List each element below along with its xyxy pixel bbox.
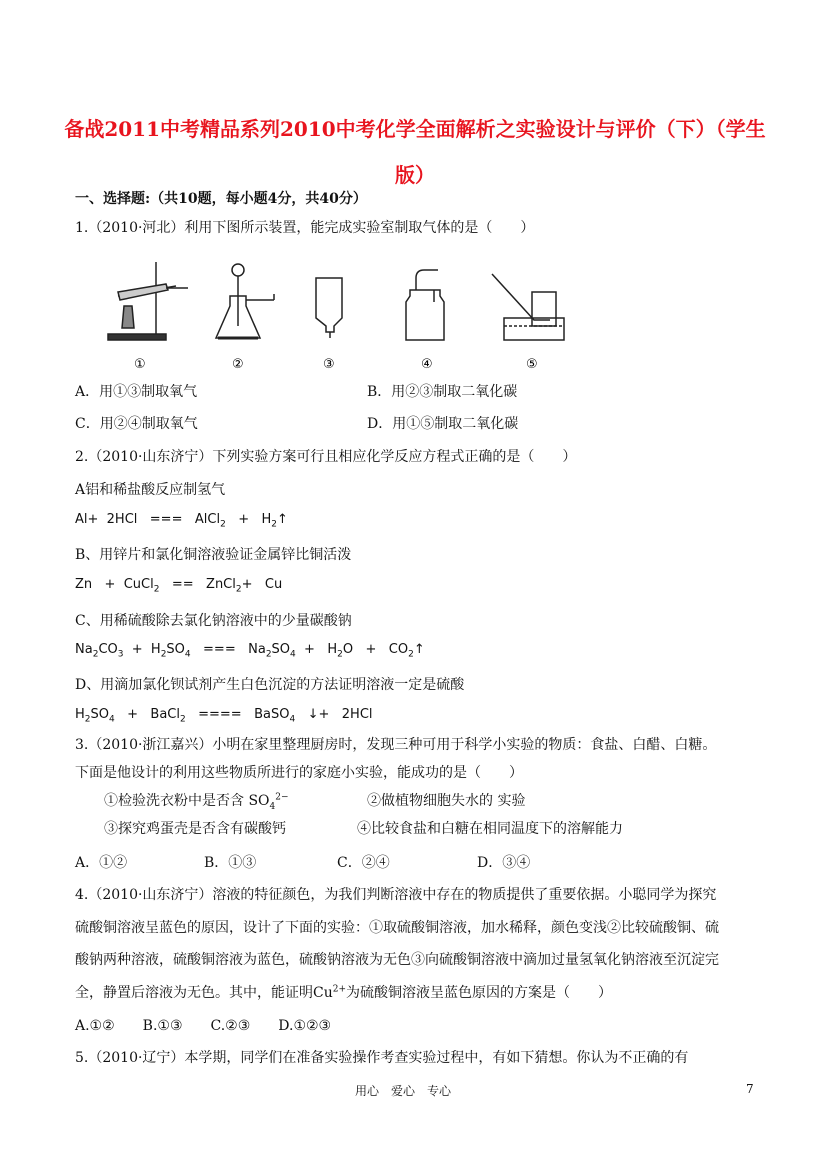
q1-stem: 1.（2010·河北）利用下图所示装置，能完成实验室制取气体的是（ ） [75, 220, 535, 236]
q3-option-a: A．①② [75, 855, 128, 871]
q3-option-b: B．①③ [204, 855, 257, 871]
apparatus-5-icon [492, 274, 564, 340]
q5-stem: 5.（2010·辽宁）本学期，同学们在准备实验操作考查实验过程中，有如下猜想。你认为不正确的有 [75, 1050, 689, 1066]
apparatus-figure [104, 256, 574, 376]
apparatus-2-icon [216, 264, 274, 338]
q1-option-d: D．用①⑤制取二氧化碳 [367, 416, 519, 432]
q2-equation-a: Al+ 2HCl === AlCl$_2$ + $H_2↑$ [75, 512, 288, 530]
section-heading: 一、选择题:（共10题，每小题4分，共40分） [75, 191, 367, 207]
q3-item-3: ③探究鸡蛋壳是否含有碳酸钙 [104, 821, 286, 837]
q4-line-2: 硫酸铜溶液呈蓝色的原因，设计了下面的实验：①取硫酸铜溶液，加水稀释，颜色变浅②比较硫酸铜、硫 [75, 920, 719, 936]
fig-label-5: ⑤ [526, 357, 538, 372]
title-line-2: 版） [395, 163, 435, 187]
q1-option-a: A．用①③制取氧气 [75, 384, 198, 400]
q2-option-c-text: C、用稀硫酸除去氯化钠溶液中的少量碳酸钠 [75, 613, 352, 629]
q1-option-b: B．用②③制取二氧化碳 [367, 384, 518, 400]
q3-item-1: ①检验洗衣粉中是否含 $SO_4^{2-}$ [104, 792, 289, 812]
q2-option-d-text: D、用滴加氯化钡试剂产生白色沉淀的方法证明溶液一定是硫酸 [75, 677, 465, 693]
document-title [60, 106, 770, 198]
q3-stem-line-2: 下面是他设计的利用这些物质所进行的家庭小实验，能成功的是（ ） [75, 765, 523, 781]
q2-equation-b: Zn + CuCl$_2$ == ZnCl$_2$+ Cu [75, 577, 283, 595]
q3-item-4: ④比较食盐和白糖在相同温度下的溶解能力 [357, 821, 623, 837]
q4-options: A.①② B.①③ C.②③ D.①②③ [75, 1018, 332, 1034]
q4-line-4: 全，静置后溶液为无色。其中，能证明$Cu^{2+}$为硫酸铜溶液呈蓝色原因的方案是（ ） [75, 984, 613, 1001]
page-number: 7 [746, 1082, 754, 1096]
fig-label-2: ② [232, 357, 244, 372]
q3-stem-line-1: 3.（2010·浙江嘉兴）小明在家里整理厨房时，发现三种可用于科学小实验的物质：食盐、白醋、白糖。 [75, 737, 717, 753]
apparatus-4-icon [406, 270, 444, 340]
q3-item-2: ②做植物细胞失水的 实验 [367, 793, 526, 809]
q2-stem: 2.（2010·山东济宁）下列实验方案可行且相应化学反应方程式正确的是（ ） [75, 449, 577, 465]
q2-equation-d: $H_2SO_4$ + BaCl$_2$ ==== BaSO$_4$ ↓+ 2HCl [75, 707, 373, 725]
apparatus-1-icon [108, 262, 188, 340]
q3-option-d: D．③④ [477, 855, 531, 871]
fig-label-4: ④ [421, 357, 433, 372]
q4-line-3: 酸钠两种溶液，硫酸铜溶液为蓝色，硫酸钠溶液为无色③向硫酸铜溶液中滴加过量氢氧化钠溶液至沉淀完 [75, 952, 719, 968]
apparatus-3-icon [316, 278, 342, 338]
q2-option-a-text: A铝和稀盐酸反应制氢气 [75, 482, 226, 498]
title-line-1: 备战2011中考精品系列2010中考化学全面解析之实验设计与评价（下）（学生 [64, 117, 766, 141]
q2-equation-c: $Na_2CO_3 + H_2SO_4$ === $Na_2SO_4 + H_2O$ + $CO_2↑$ [75, 642, 425, 660]
q1-option-c: C．用②④制取氧气 [75, 416, 198, 432]
q4-line-1: 4.（2010·山东济宁）溶液的特征颜色，为我们判断溶液中存在的物质提供了重要依据。小聪同学为探究 [75, 887, 717, 903]
page-footer: 用心 爱心 专心 [355, 1084, 452, 1098]
fig-label-3: ③ [323, 357, 335, 372]
q2-option-b-text: B、用锌片和氯化铜溶液验证金属锌比铜活泼 [75, 547, 352, 563]
q3-option-c: C．②④ [337, 855, 390, 871]
fig-label-1: ① [134, 357, 146, 372]
